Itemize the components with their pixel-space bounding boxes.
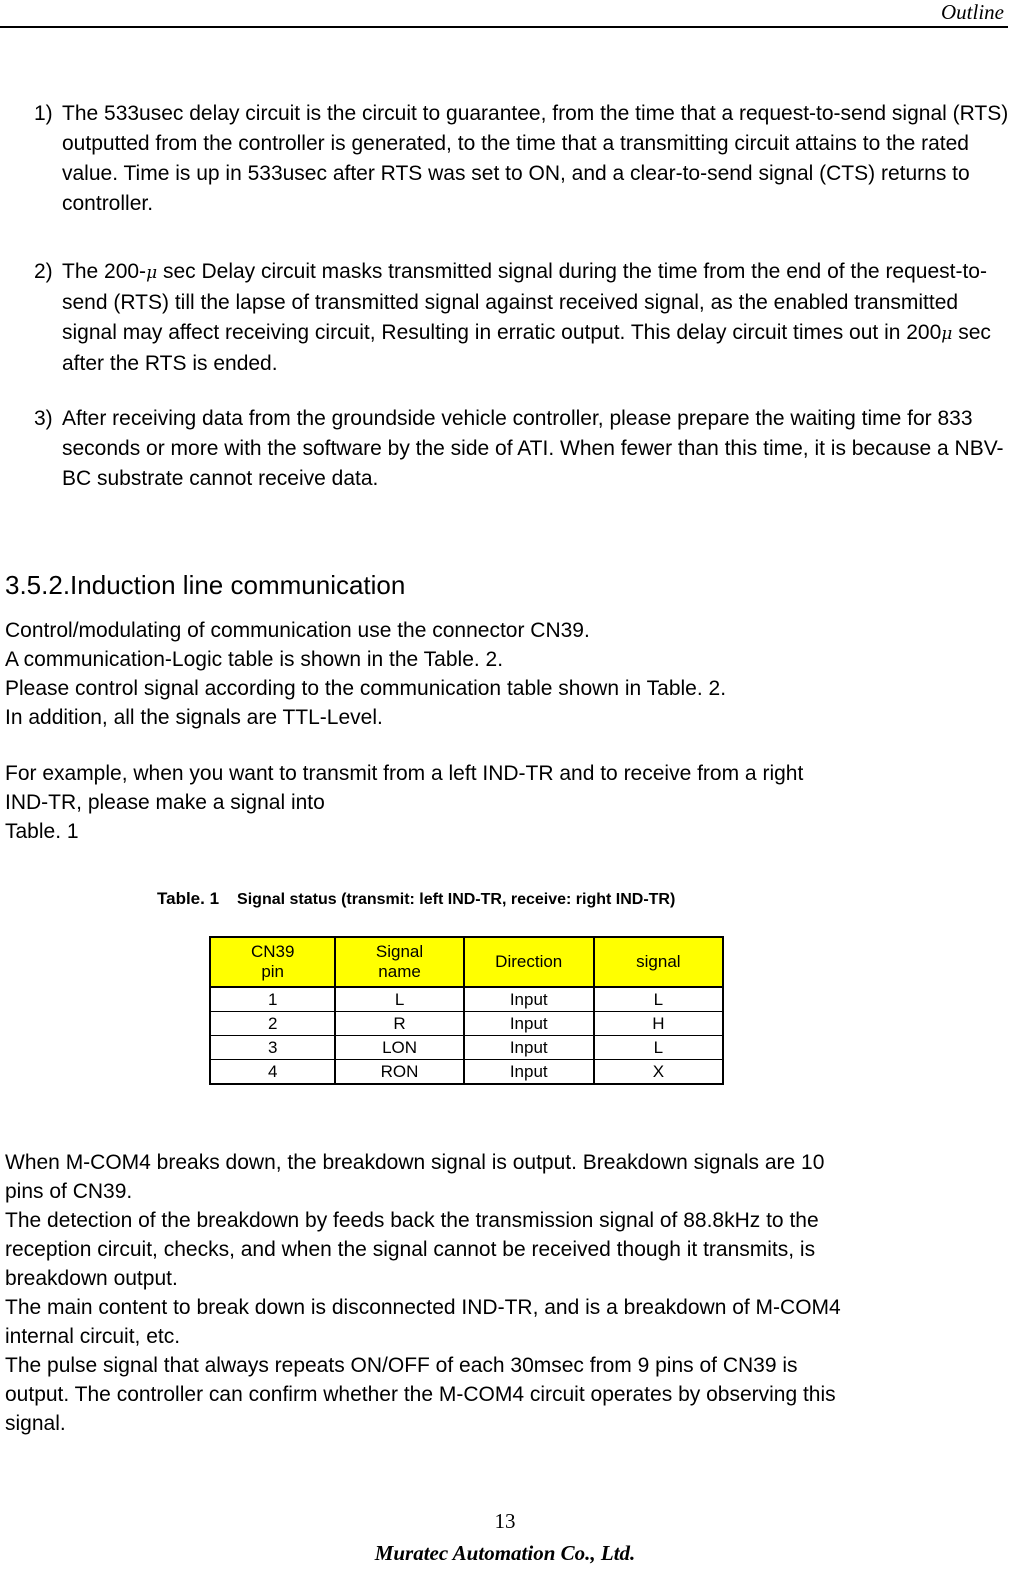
table-cell: L — [335, 987, 463, 1012]
list-item-number: 3) — [34, 407, 53, 430]
table-cell: Input — [464, 1060, 594, 1085]
table-caption-text: Signal status (transmit: left IND-TR, receive: right IND-TR) — [237, 891, 676, 908]
header-signal: signal — [594, 937, 723, 987]
list-item-text — [62, 257, 1009, 379]
text-line: Table. 1 — [5, 820, 79, 843]
mu-symbol: μ — [941, 324, 953, 344]
text-line: Please control signal according to the communication table shown in Table. 2. — [5, 677, 727, 700]
table-cell: LON — [335, 1036, 463, 1060]
table-row — [210, 987, 723, 1012]
header-cn39-pin: CN39 pin — [210, 937, 335, 987]
mu-symbol: μ — [146, 263, 158, 283]
table-cell: 2 — [210, 1012, 335, 1036]
list-item-3 — [34, 404, 1009, 494]
text-line: The pulse signal that always repeats ON/OFF of each 30msec from 9 pins of CN39 is — [5, 1354, 798, 1377]
text-line: signal. — [5, 1412, 66, 1435]
table-cell: Input — [464, 1012, 594, 1036]
table-cell: R — [335, 1012, 463, 1036]
text-fragment: sec after the RTS is ended. — [62, 321, 991, 375]
text-line: For example, when you want to transmit from a left IND-TR and to receive from a right — [5, 762, 804, 785]
text-line: output. The controller can confirm whether the M-COM4 circuit operates by observing this — [5, 1383, 836, 1406]
text-line: breakdown output. — [5, 1267, 178, 1290]
table-caption-number: Table. 1 — [157, 889, 220, 908]
table-header-row — [210, 937, 723, 987]
table-cell: H — [594, 1012, 723, 1036]
table-cell: 4 — [210, 1060, 335, 1085]
text-line: pins of CN39. — [5, 1180, 133, 1203]
table-cell: L — [594, 987, 723, 1012]
text-line: Control/modulating of communication use the connector CN39. — [5, 619, 590, 642]
table-cell: L — [594, 1036, 723, 1060]
text-line: The main content to break down is disconnected IND-TR, and is a breakdown of M-COM4 — [5, 1296, 841, 1319]
table-row — [210, 1060, 723, 1085]
text-line: reception circuit, checks, and when the signal cannot be received though it transmits, is — [5, 1238, 816, 1261]
intro-paragraph — [5, 616, 1005, 732]
table-cell: Input — [464, 987, 594, 1012]
text-line: IND-TR, please make a signal into — [5, 791, 325, 814]
page-header-title: Outline — [941, 0, 1004, 24]
table-cell: X — [594, 1060, 723, 1085]
text-line: In addition, all the signals are TTL-Level. — [5, 706, 383, 729]
header-direction: Direction — [464, 937, 594, 987]
table-cell: 1 — [210, 987, 335, 1012]
breakdown-paragraph — [5, 1148, 1005, 1438]
list-item-number: 1) — [34, 102, 53, 125]
table-cell: 3 — [210, 1036, 335, 1060]
signal-status-table — [209, 936, 724, 1085]
text-fragment: The 200- — [62, 260, 147, 283]
footer-company: Muratec Automation Co., Ltd. — [374, 1541, 636, 1565]
table-row — [210, 1036, 723, 1060]
header-rule — [0, 26, 1008, 28]
text-line: When M-COM4 breaks down, the breakdown signal is output. Breakdown signals are 10 — [5, 1151, 825, 1174]
table-cell: RON — [335, 1060, 463, 1085]
text-line: The detection of the breakdown by feeds back the transmission signal of 88.8kHz to the — [5, 1209, 819, 1232]
text-line: internal circuit, etc. — [5, 1325, 181, 1348]
header-signal-name: Signal name — [335, 937, 463, 987]
list-item-2 — [34, 257, 1009, 379]
example-paragraph — [5, 759, 1005, 846]
list-item-1 — [34, 99, 1009, 219]
text-line: A communication-Logic table is shown in the Table. 2. — [5, 648, 504, 671]
table-cell: Input — [464, 1036, 594, 1060]
section-heading: 3.5.2.Induction line communication — [5, 570, 406, 600]
table-caption — [157, 887, 675, 912]
table-row — [210, 1012, 723, 1036]
text-fragment: sec Delay circuit masks transmitted signal during the time from the end of the request-to-send (RTS) till the lapse of transmitted signal against received signal, as the enabled transmitted signal may affect receiving circuit, Resulting in erratic output. This delay circuit times out in 200 — [62, 260, 987, 344]
list-item-text: After receiving data from the groundside vehicle controller, please prepare the waiting time for 833 seconds or more with the software by the side of ATI. When fewer than this time, it is because a NBV-BC substrate cannot receive data. — [62, 407, 1004, 490]
page-number: 13 — [494, 1509, 516, 1533]
list-item-text: The 533usec delay circuit is the circuit to guarantee, from the time that a request-to-send signal (RTS) outputted from the controller is generated, to the time that a transmitting circuit attains to the rated value. Time is up in 533usec after RTS was set to ON, and a clear-to-send signal (CTS) returns to controller. — [62, 102, 1009, 215]
list-item-number: 2) — [34, 260, 53, 283]
